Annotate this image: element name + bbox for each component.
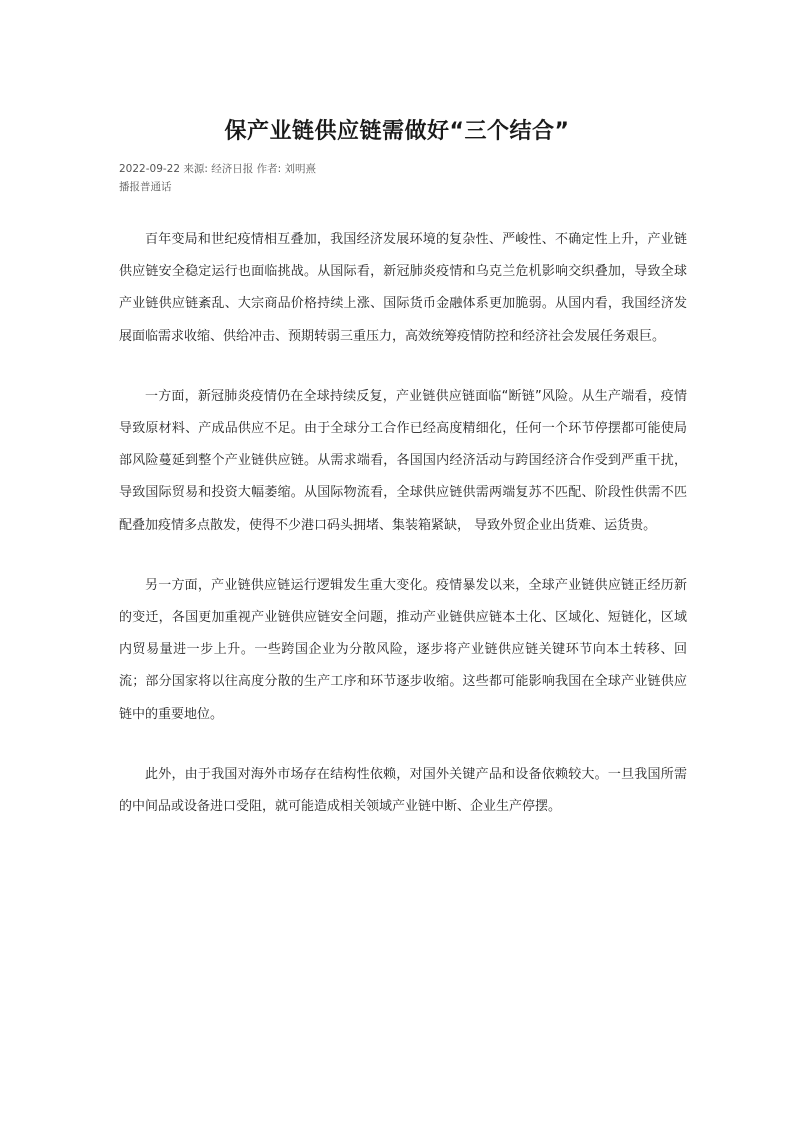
- article-paragraph: 此外，由于我国对海外市场存在结构性依赖，对国外关键产品和设备依赖较大。一旦我国所需的中间品或设备进口受阻，就可能造成相关领域产业链中断、企业生产停摆。: [119, 766, 687, 815]
- source-label: 来源:: [183, 163, 208, 175]
- publish-date: 2022-09-22: [119, 163, 181, 175]
- article-meta: [119, 161, 316, 177]
- broadcast-audio-button[interactable]: 播报普通话: [119, 181, 172, 193]
- author-name: 刘明熹: [284, 163, 316, 175]
- article-paragraph: 另一方面，产业链供应链运行逻辑发生重大变化。疫情暴发以来，全球产业链供应链正经历新的变迁，各国更加重视产业链供应链安全问题，推动产业链供应链本土化、区域化、短链化，区域内贸易量进一步上升。一些跨国企业为分散风险，逐步将产业链供应链关键环节向本土转移、回流；部分国家将以往高度分散的生产工序和环节逐步收缩。这些都可能影响我国在全球产业链供应链中的重要地位。: [119, 577, 687, 722]
- article-title: 保产业链供应链需做好“三个结合”: [224, 119, 570, 144]
- author-label: 作者:: [256, 163, 282, 175]
- article-paragraph: 百年变局和世纪疫情相互叠加，我国经济发展环境的复杂性、严峻性、不确定性上升，产业链供应链安全稳定运行也面临挑战。从国际看，新冠肺炎疫情和乌克兰危机影响交织叠加，导致全球产业链供应链紊乱、大宗商品价格持续上涨、国际货币金融体系更加脆弱。从国内看，我国经济发展面临需求收缩、供给冲击、预期转弱三重压力，高效统筹疫情防控和经济社会发展任务艰巨。: [119, 232, 687, 344]
- source-name: 经济日报: [211, 163, 254, 175]
- article-body: [119, 224, 687, 851]
- article-paragraph: 一方面，新冠肺炎疫情仍在全球持续反复，产业链供应链面临“断链”风险。从生产端看，疫情导致原材料、产成品供应不足。由于全球分工合作已经高度精细化，任何一个环节停摆都可能使局部风险蔓延到整个产业链供应链。从需求端看，各国国内经济活动与跨国经济合作受到严重干扰，导致国际贸易和投资大幅萎缩。从国际物流看，全球供应链供需两端复苏不匹配、阶段性供需不匹配叠加疫情多点散发，使得不少港口码头拥堵、集装箱紧缺， 导致外贸企业出货难、运货贵。: [119, 388, 687, 533]
